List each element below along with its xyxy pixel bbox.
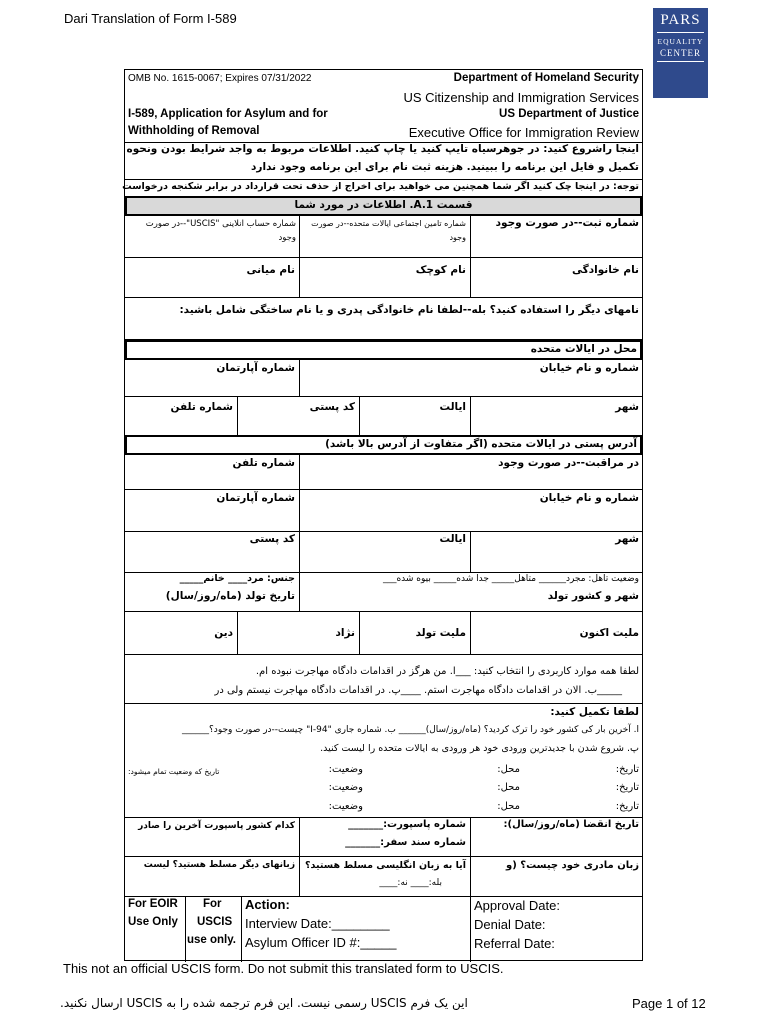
logo-line2: EQUALITY [657,37,704,46]
entry1-place: محل: [497,764,520,775]
last-name-label: نام خانوادگی [572,264,639,276]
entry1-expiry: تاریخ که وضعیت تمام میشود: [128,767,220,776]
uscis-use-line1: For [203,898,222,910]
section-a1-bar [125,196,642,216]
page-number: Page 1 of 12 [632,996,706,1011]
cat-note: توجه: در اینجا چک کنید اگر شما همچنین می خواهید برای اخراج از حذف تحت قرارداد در برابر شکنجه درخواست [122,181,639,192]
interview-date-label: Interview Date:________ [245,916,390,931]
logo-line1: PARS [657,12,704,33]
referral-date-label: Referral Date: [474,936,555,951]
city-label: شهر [615,401,639,413]
native-language-label: زبان مادری خود چیست؟ (و [506,860,639,871]
check-b-label: _____ب. الان در اقدامات دادگاه مهاجرت استم. ____پ. در اقدامات دادگاه مهاجرت نیستم ولی در [214,685,622,696]
entry3-date: تاریخ: [615,801,639,812]
form-title-line1: I-589, Application for Asylum and for [128,108,328,120]
entry1-status: وضعیت: [328,764,363,775]
intro-line2: تکمیل و فایل این برنامه را ببینید. هزینه ثبت نام برای این برنامه وجود ندارد [251,161,639,173]
other-names-label: نامهای دیگر را استفاده کنید؟ بله--لطفا نام خانوادگی پدری و یا نام ساختگی شامل باشید: [179,304,639,316]
mailing-title: آدرس پستی در ایالات متحده (اگر متفاوت از آدرس بالا باشد) [325,438,637,450]
passport-country-label: کدام کشور پاسپورت آخرین را صادر [138,821,295,831]
care-of-label: در مراقبت--در صورت وجود [498,457,639,469]
nationality-now-label: ملیت اکنون [579,627,639,639]
check-applicable-label: لطفا همه موارد کاربردی را انتخاب کنید: ___ا. من هرگز در اقدامات دادگاه مهاجرت نبوده ام. [255,666,639,677]
race-label: نژاد [335,627,355,639]
entry3-status: وضعیت: [328,801,363,812]
eoir-label: Executive Office for Immigration Review [408,125,639,140]
phone2-label: شماره تلفن [232,457,295,469]
footer-disclaimer-fa: این یک فرم USCIS رسمی نیست. این فرم ترجمه شده را به USCIS ارسال نکنید. [60,996,468,1010]
city2-label: شهر [615,533,639,545]
apt2-label: شماره آپارتمان [216,492,295,504]
entry1-date: تاریخ: [615,764,639,775]
complete-label: لطفا تکمیل کنید: [550,706,639,718]
intro-line1: اینجا راشروع کنید: در جوهرسیاه تایپ کنید یا چاپ کنید. اطلاعات مربوط به واجد شرایط بودن ونحوه [126,143,639,155]
marital-status-label: وضعیت تاهل: مجرد______ متاهل_____ جدا شده_____ بیوه شده___ [382,574,639,584]
footer-disclaimer: This not an official USCIS form. Do not submit this translated form to USCIS. [63,961,504,976]
mailing-bar [125,435,642,455]
apt-label: شماره آپارتمان [216,362,295,374]
pars-equality-center-logo [653,8,708,98]
section-a1-title: قسمت A.1. اطلاعات در مورد شما [294,199,473,211]
logo-line3: CENTER [657,48,704,62]
omb-number: OMB No. 1615-0067; Expires 07/31/2022 [128,73,312,84]
dob-label: تاریخ تولد (ماه/روز/سال) [165,590,295,602]
passport-number-label: شماره پاسپورت:_______ [348,819,466,830]
english-fluency-label: آیا به زبان انگلیسی مسلط هستید؟ [305,860,466,871]
zip-label: کد پستی [309,401,355,413]
street-label: شماره و نام خیابان [539,362,639,374]
document-header-title: Dari Translation of Form I-589 [64,11,237,26]
eoir-use-line2: Use Only [128,916,178,928]
yes-no-label: بله:____ نه:____ [379,878,442,888]
approval-date-label: Approval Date: [474,898,560,913]
uscis-account-label: شماره حساب انلاینی "USCIS"--در صورت وجود [145,219,296,243]
zip2-label: کد پستی [249,533,295,545]
state-label: ایالت [439,401,466,413]
uscis-label: US Citizenship and Immigration Services [403,90,639,105]
nationality-birth-label: ملیت تولد [415,627,466,639]
a-number-label: شماره ثبت--در صورت وجود [495,217,639,229]
first-name-label: نام کوچک [415,264,466,276]
form-title-line2: Withholding of Removal [128,125,260,137]
entry2-status: وضعیت: [328,782,363,793]
uscis-use-line3: use only. [187,934,236,946]
doj-label: US Department of Justice [499,108,639,120]
street2-label: شماره و نام خیابان [539,492,639,504]
state2-label: ایالت [439,533,466,545]
entry3-place: محل: [497,801,520,812]
other-languages-label: زبانهای دیگر مسلط هستید؟ لیست [143,860,295,870]
middle-name-label: نام میانی [246,264,295,276]
last-left-label: ا. آخرین بار کی کشور خود را ترک کردید؟ (ماه/روز/سال)______ ب. شماره جاری "I-94" چیست--در صورت وجود؟______ [182,725,639,735]
phone-label: شماره تلفن [170,401,233,413]
travel-doc-label: شماره سند سفر:_______ [345,837,466,848]
denial-date-label: Denial Date: [474,917,546,932]
entry2-place: محل: [497,782,520,793]
uscis-use-line2: USCIS [197,916,233,928]
asylum-officer-label: Asylum Officer ID #:_____ [245,935,397,950]
action-label: Action: [245,897,290,912]
eoir-use-line1: For EOIR [128,898,178,910]
residence-bar [125,340,642,360]
ssn-label: شماره تامین اجتماعی ایالات متحده--در صورت وجود [311,219,466,242]
birth-place-label: شهر و کشور تولد [547,590,639,602]
religion-label: دین [214,627,233,639]
gender-label: جنس: مرد____ خانم_____ [179,573,295,584]
residence-title: محل در ایالات متحده [530,343,637,355]
entries-label: پ. شروع شدن با جدیدترین ورودی خود هر ورودی به ایالات متحده را لیست کنید. [320,743,639,754]
entry2-date: تاریخ: [615,782,639,793]
passport-expiry-label: تاریخ انقضا (ماه/روز/سال): [503,819,639,830]
form-i589-page [124,69,643,961]
dhs-label: Department of Homeland Security [453,72,639,84]
